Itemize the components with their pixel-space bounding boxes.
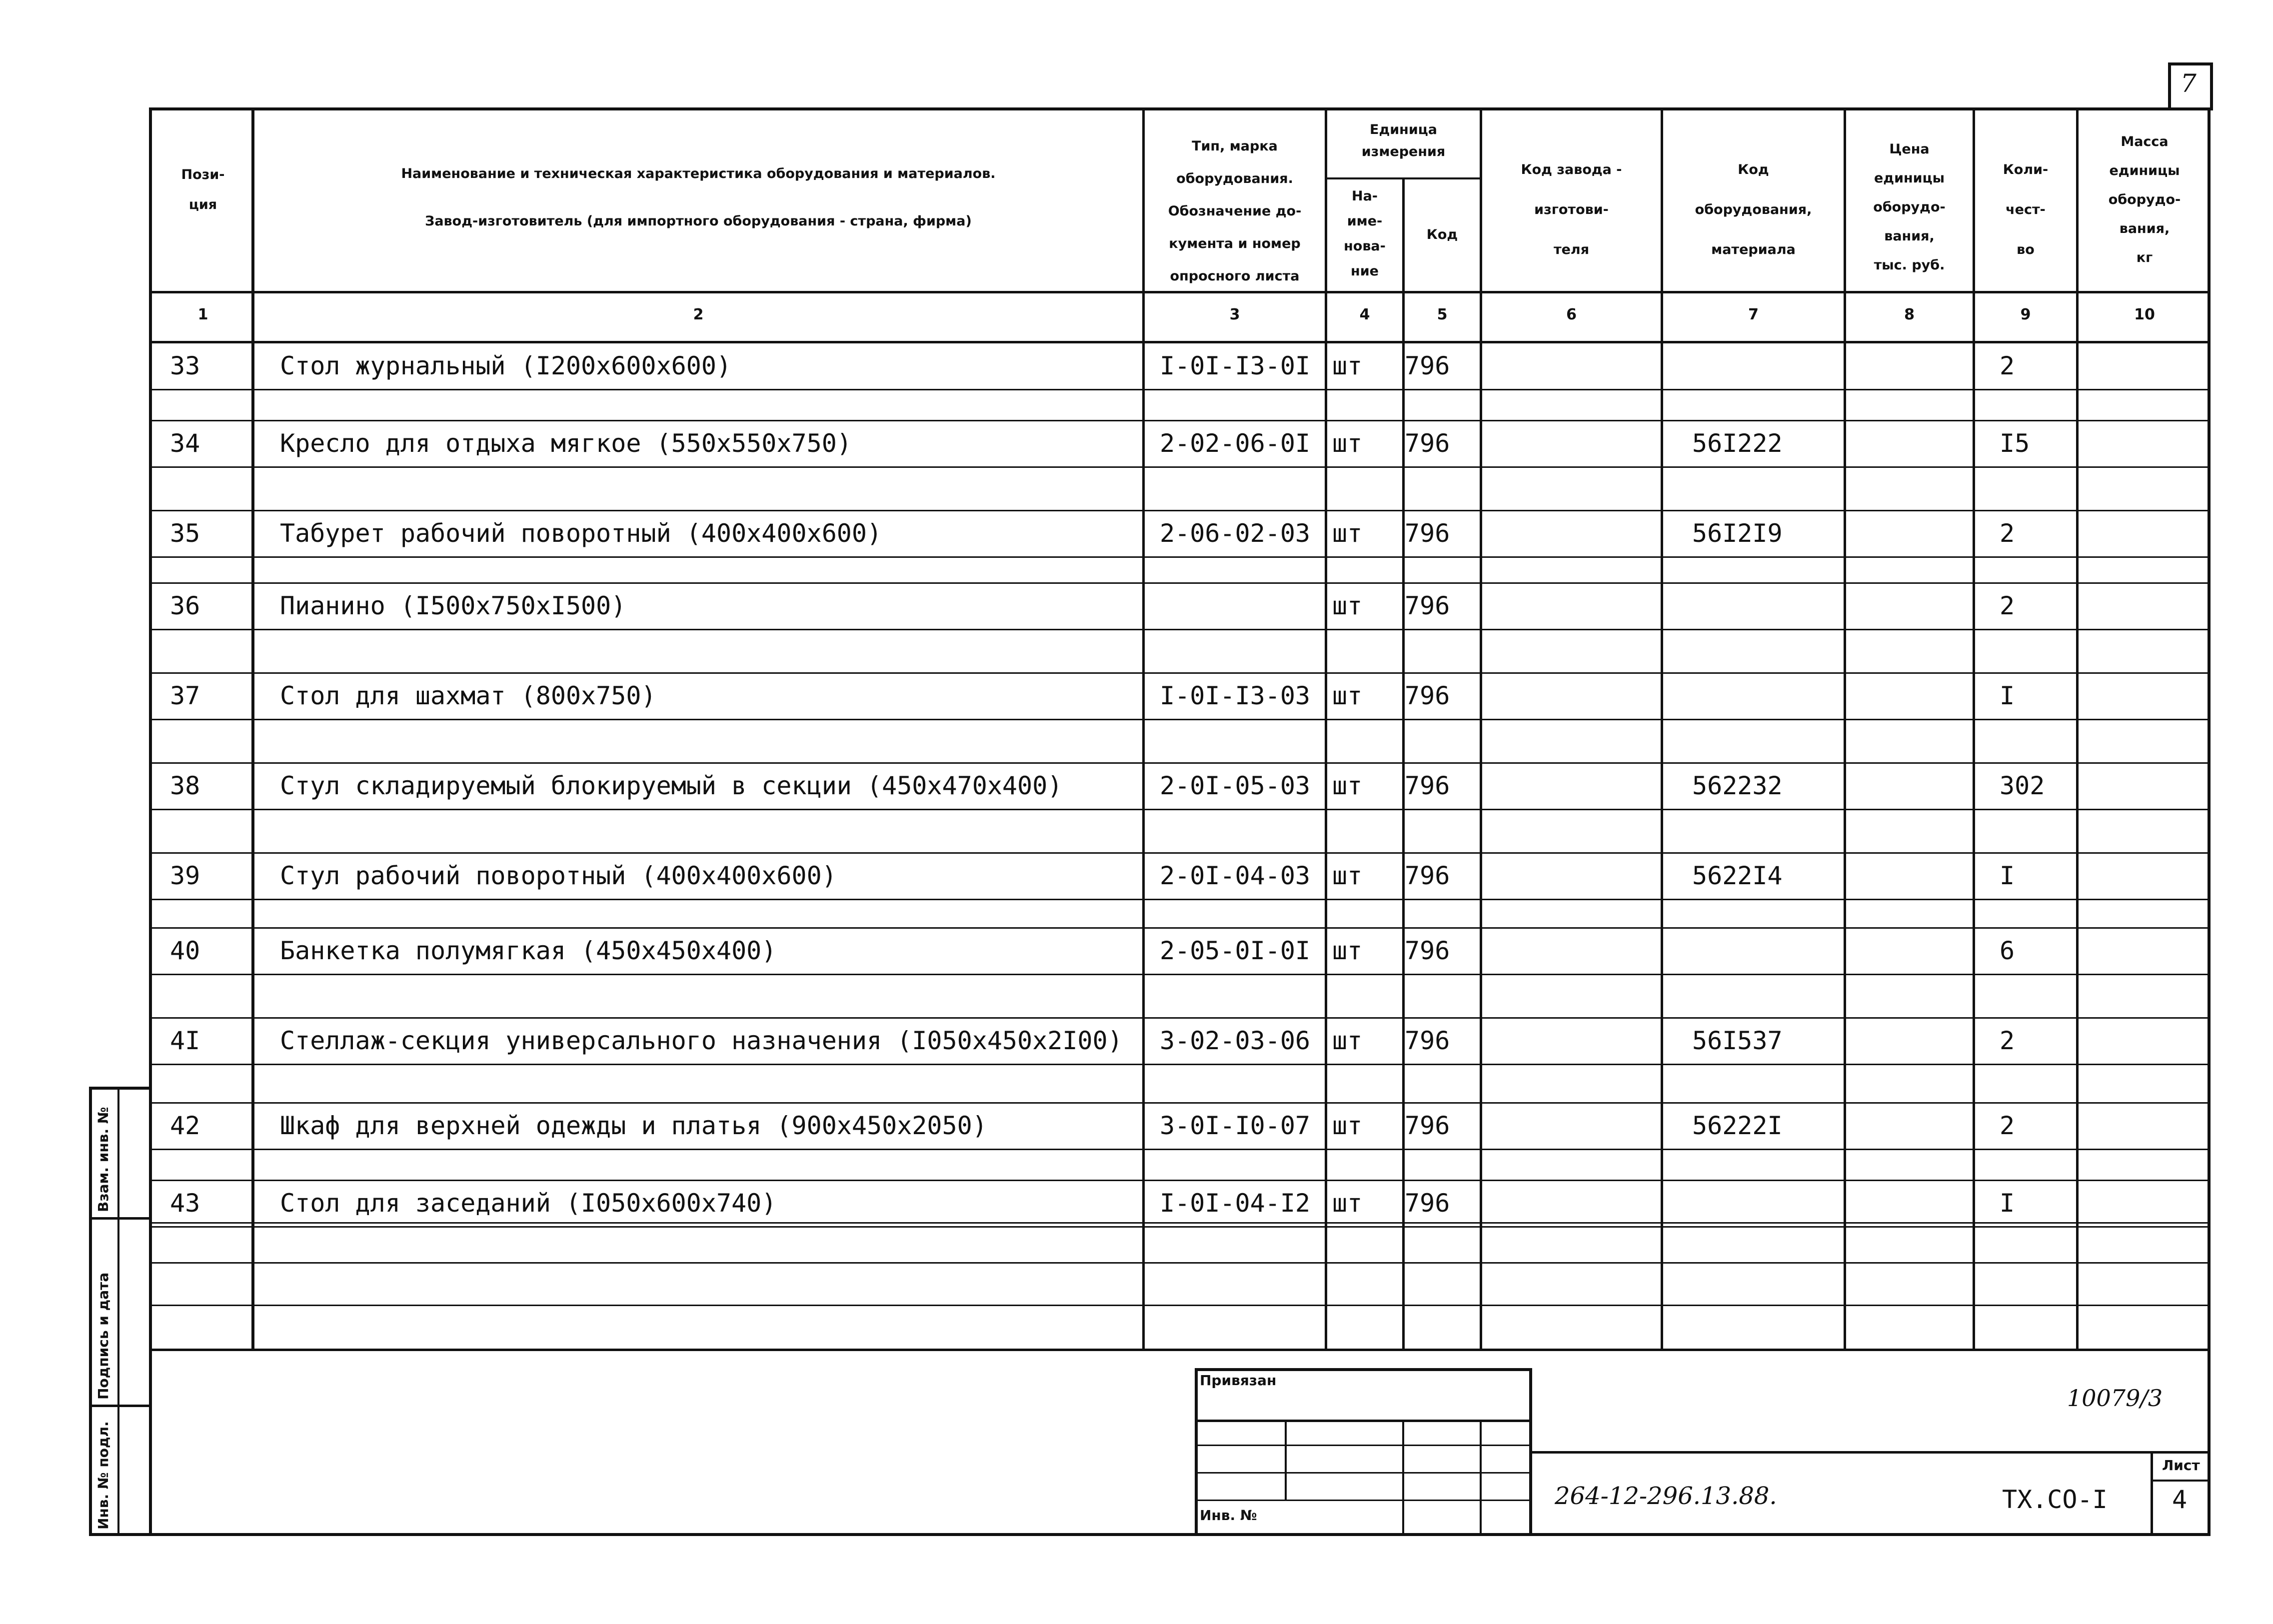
row-separator xyxy=(149,927,2211,929)
colnum-6: 6 xyxy=(1566,306,1577,323)
side-stamp-divider xyxy=(117,1087,119,1536)
side-inv-replace: Взам. инв. № xyxy=(95,1107,111,1212)
row-11-unit: шт xyxy=(1332,1189,1363,1218)
row-separator xyxy=(149,420,2211,421)
side-inv-orig: Инв. № подл. xyxy=(95,1421,111,1530)
row-4-qty: 2 xyxy=(2000,591,2015,620)
row-5-code: 796 xyxy=(1405,681,1450,710)
row-10-qty: 2 xyxy=(2000,1111,2015,1140)
row-separator xyxy=(149,1017,2211,1019)
archive-number: 10079/3 xyxy=(2067,1385,2163,1412)
row-separator xyxy=(149,1102,2211,1104)
inv-no-label: Инв. № xyxy=(1200,1507,1257,1524)
row-9-qty: 2 xyxy=(2000,1026,2015,1055)
table-bottom-line xyxy=(149,1349,2211,1351)
row-4-name: Пианино (I500x750xI500) xyxy=(280,591,626,620)
row-11-name: Стол для заседаний (I050x600x740) xyxy=(280,1189,777,1218)
row-8-name: Банкетка полумягкая (450x450x400) xyxy=(280,936,777,965)
row-6-equip-code: 562232 xyxy=(1692,771,1783,800)
header-quantity: Коли- чест- во xyxy=(2003,162,2049,257)
row-11-qty: I xyxy=(2000,1189,2015,1218)
colnum-1: 1 xyxy=(197,306,208,323)
row-7-pos: 39 xyxy=(170,861,200,890)
row-7-qty: I xyxy=(2000,861,2015,890)
row-8-qty: 6 xyxy=(2000,936,2015,965)
row-1-name: Стол журнальный (I200x600x600) xyxy=(280,351,732,380)
row-6-unit: шт xyxy=(1332,771,1363,800)
row-11-code: 796 xyxy=(1405,1189,1450,1218)
row-6-name: Стул складируемый блокируемый в секции (450x470x400) xyxy=(280,771,1063,800)
row-2-type: 2-02-06-0I xyxy=(1160,429,1311,458)
row-separator xyxy=(149,974,2211,975)
row-9-code: 796 xyxy=(1405,1026,1450,1055)
row-9-equip-code: 56I537 xyxy=(1692,1026,1783,1055)
row-2-qty: I5 xyxy=(2000,429,2030,458)
row-10-equip-code: 56222I xyxy=(1692,1111,1783,1140)
sheet-label: Лист xyxy=(2162,1457,2200,1474)
colnum-10: 10 xyxy=(2134,306,2155,323)
header-unit-name: На- име- нова- ние xyxy=(1344,188,1386,279)
project-code: 264-12-296.13.88. xyxy=(1555,1482,1777,1510)
row-separator xyxy=(149,672,2211,674)
row-2-code: 796 xyxy=(1405,429,1450,458)
col-line-7 xyxy=(1844,107,1846,1349)
header-type: Тип, марка оборудования. Обозначение до- кумента и номер опросного листа xyxy=(1168,138,1302,284)
table-top-border xyxy=(149,107,2211,110)
row-3-equip-code: 56I2I9 xyxy=(1692,519,1783,548)
row-6-code: 796 xyxy=(1405,771,1450,800)
row-1-qty: 2 xyxy=(2000,351,2015,380)
col-line-2 xyxy=(1142,107,1145,1349)
row-9-pos: 4I xyxy=(170,1026,200,1055)
row-10-name: Шкаф для верхней одежды и платья (900x450x2050) xyxy=(280,1111,987,1140)
row-separator xyxy=(149,1180,2211,1181)
row-6-pos: 38 xyxy=(170,771,200,800)
row-3-code: 796 xyxy=(1405,519,1450,548)
empty-row-line xyxy=(149,1262,2211,1264)
colnum-5: 5 xyxy=(1437,306,1448,323)
header-unit-code: Код xyxy=(1426,227,1458,242)
col-line-9 xyxy=(2076,107,2079,1349)
row-5-type: I-0I-I3-03 xyxy=(1160,681,1311,710)
row-10-code: 796 xyxy=(1405,1111,1450,1140)
title-main-line xyxy=(1532,1451,2211,1454)
colnum-3: 3 xyxy=(1229,306,1240,323)
row-separator xyxy=(149,510,2211,511)
header-price: Цена единицы оборудо- вания, тыс. руб. xyxy=(1873,141,1946,273)
row-separator xyxy=(149,556,2211,558)
row-3-qty: 2 xyxy=(2000,519,2015,548)
header-mass: Масса единицы оборудо- вания, кг xyxy=(2108,134,2181,265)
row-3-type: 2-06-02-03 xyxy=(1160,519,1311,548)
row-1-unit: шт xyxy=(1332,351,1363,380)
row-2-name: Кресло для отдыха мягкое (550x550x750) xyxy=(280,429,852,458)
row-3-name: Табурет рабочий поворотный (400x400x600) xyxy=(280,519,882,548)
page-number: 7 xyxy=(2181,69,2197,98)
sheet-number: 4 xyxy=(2172,1485,2188,1514)
side-stamp-divider xyxy=(89,1217,152,1220)
row-3-unit: шт xyxy=(1332,519,1363,548)
privyazan-vline xyxy=(1480,1420,1482,1536)
side-stamp-divider xyxy=(89,1405,152,1407)
row-2-unit: шт xyxy=(1332,429,1363,458)
empty-row-line xyxy=(149,1305,2211,1306)
header-position: Пози- ция xyxy=(181,167,225,212)
privyazan-label: Привязан xyxy=(1200,1372,1277,1389)
title-sheet-line xyxy=(2151,1480,2211,1482)
row-separator xyxy=(149,762,2211,764)
row-10-unit: шт xyxy=(1332,1111,1363,1140)
row-separator xyxy=(149,1149,2211,1150)
colnum-7: 7 xyxy=(1748,306,1759,323)
row-2-pos: 34 xyxy=(170,429,200,458)
row-7-code: 796 xyxy=(1405,861,1450,890)
row-4-code: 796 xyxy=(1405,591,1450,620)
colnum-bottom-line xyxy=(149,341,2211,343)
row-8-pos: 40 xyxy=(170,936,200,965)
row-7-name: Стул рабочий поворотный (400x400x600) xyxy=(280,861,837,890)
row-separator xyxy=(149,1222,2211,1224)
header-name: Наименование и техническая характеристика оборудования и материалов. Завод-изготовитель (для импортного оборудования - страна, фирма) xyxy=(401,166,996,229)
row-separator xyxy=(149,719,2211,720)
row-separator xyxy=(149,389,2211,390)
col-line-6 xyxy=(1661,107,1663,1349)
row-1-type: I-0I-I3-0I xyxy=(1160,351,1311,380)
row-5-pos: 37 xyxy=(170,681,200,710)
row-9-type: 3-02-03-06 xyxy=(1160,1026,1311,1055)
row-11-type: I-0I-04-I2 xyxy=(1160,1189,1311,1218)
privyazan-vline xyxy=(1285,1420,1287,1500)
document-code: ТХ.СО-I xyxy=(2002,1485,2108,1514)
header-factory-code: Код завода - изготови- теля xyxy=(1521,162,1622,257)
header-unit-group: Единица измерения xyxy=(1361,122,1446,159)
row-9-unit: шт xyxy=(1332,1026,1363,1055)
row-separator xyxy=(149,852,2211,854)
row-10-type: 3-0I-I0-07 xyxy=(1160,1111,1311,1140)
row-4-pos: 36 xyxy=(170,591,200,620)
row-7-equip-code: 5622I4 xyxy=(1692,861,1783,890)
side-sign-date: Подпись и дата xyxy=(95,1272,111,1400)
row-separator xyxy=(149,899,2211,900)
row-7-unit: шт xyxy=(1332,861,1363,890)
row-separator xyxy=(149,1226,2211,1228)
row-separator xyxy=(149,466,2211,468)
header-equipment-code: Код оборудования, материала xyxy=(1695,162,1812,257)
privyazan-vline xyxy=(1402,1420,1404,1536)
row-separator xyxy=(149,582,2211,584)
row-10-pos: 42 xyxy=(170,1111,200,1140)
row-5-unit: шт xyxy=(1332,681,1363,710)
colnum-9: 9 xyxy=(2020,306,2031,323)
row-7-type: 2-0I-04-03 xyxy=(1160,861,1311,890)
row-1-code: 796 xyxy=(1405,351,1450,380)
row-separator xyxy=(149,809,2211,810)
col-line-8 xyxy=(1973,107,1975,1349)
row-5-name: Стол для шахмат (800x750) xyxy=(280,681,656,710)
row-8-type: 2-05-0I-0I xyxy=(1160,936,1311,965)
row-8-code: 796 xyxy=(1405,936,1450,965)
row-1-pos: 33 xyxy=(170,351,200,380)
col-line-1 xyxy=(251,107,254,1349)
row-9-name: Стеллаж-секция универсального назначения (I050x450x2I00) xyxy=(280,1026,1123,1055)
title-sheet-vline xyxy=(2151,1451,2153,1536)
row-separator xyxy=(149,629,2211,630)
row-11-pos: 43 xyxy=(170,1189,200,1218)
colnum-4: 4 xyxy=(1359,306,1370,323)
colnum-8: 8 xyxy=(1904,306,1915,323)
row-6-qty: 302 xyxy=(2000,771,2045,800)
row-4-unit: шт xyxy=(1332,591,1363,620)
row-6-type: 2-0I-05-03 xyxy=(1160,771,1311,800)
row-5-qty: I xyxy=(2000,681,2015,710)
row-separator xyxy=(149,1064,2211,1065)
row-8-unit: шт xyxy=(1332,936,1363,965)
row-3-pos: 35 xyxy=(170,519,200,548)
row-2-equip-code: 56I222 xyxy=(1692,429,1783,458)
col-line-3 xyxy=(1325,107,1327,1349)
colnum-2: 2 xyxy=(693,306,704,323)
col-line-5 xyxy=(1480,107,1482,1349)
